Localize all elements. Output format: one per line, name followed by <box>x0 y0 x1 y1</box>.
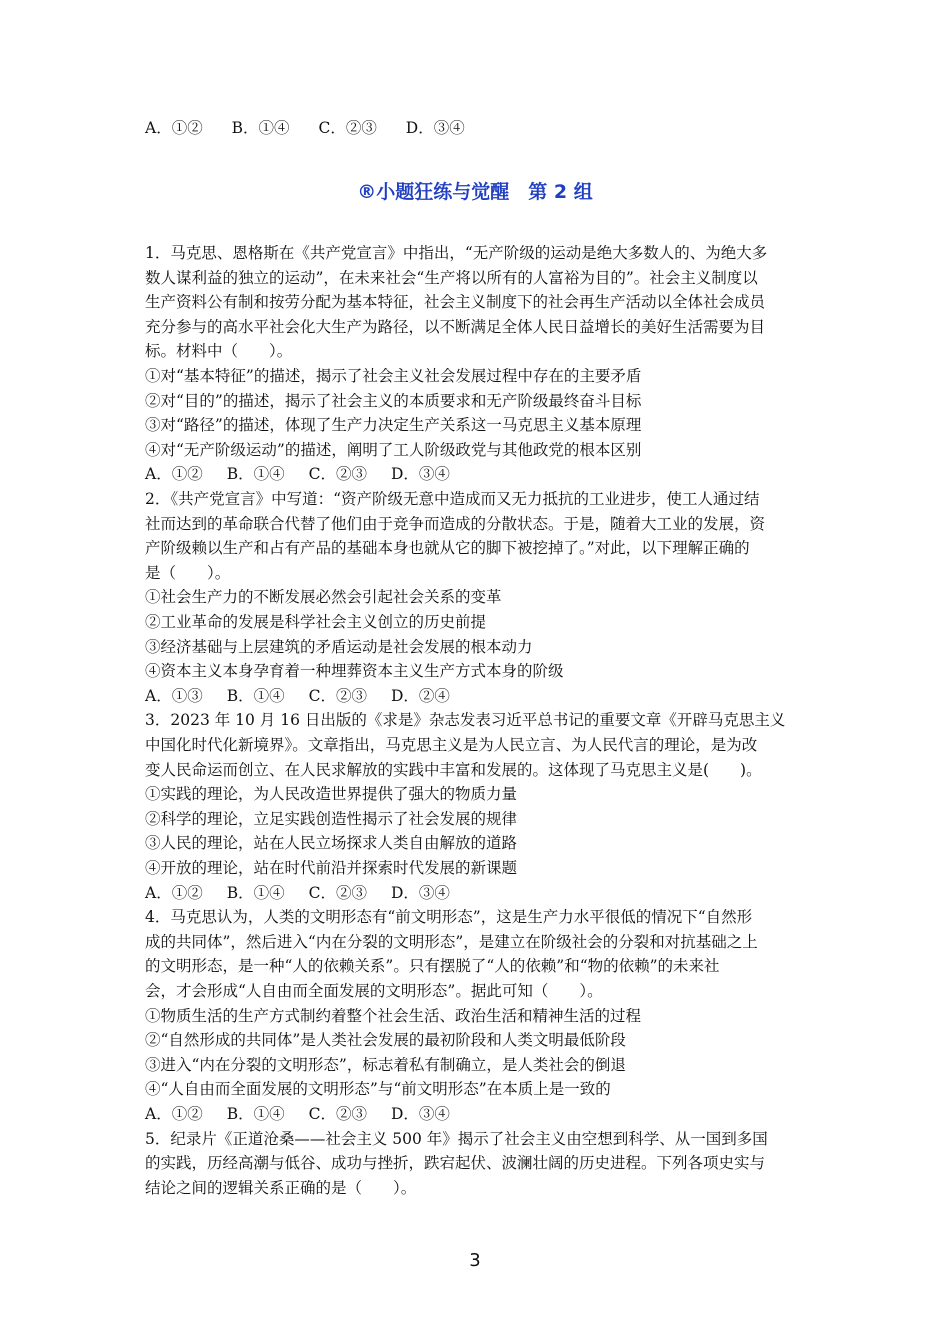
question-1-options <box>145 464 474 484</box>
question-1-stem-line: 生产资料公有制和按劳分配为基本特征，社会主义制度下的社会再生产活动以全体社会成员 <box>145 293 766 312</box>
question-4-statement: ②“自然形成的共同体”是人类社会发展的最初阶段和人类文明最低阶段 <box>145 1031 626 1050</box>
question-3-statement: ②科学的理论，立足实践创造性揭示了社会发展的规律 <box>145 809 518 828</box>
question-3-option-a: A．①② <box>145 883 203 902</box>
page-number: 3 <box>469 1250 481 1271</box>
question-4-statement: ④“人自由而全面发展的文明形态”与“前文明形态”在本质上是一致的 <box>145 1080 611 1099</box>
question-4-option-c: C．②③ <box>308 1105 367 1123</box>
question-1-option-a: A．①② <box>145 465 203 484</box>
question-1-option-d: D．③④ <box>390 465 450 484</box>
question-3-stem-line: 中国化时代化新境界》。文章指出，马克思主义是为人民立言、为人民代言的理论，是为改 <box>145 736 758 754</box>
question-2-option-d: D．②④ <box>390 686 450 705</box>
option-d: D．③④ <box>405 119 465 137</box>
top-options-row <box>145 118 489 138</box>
question-5-stem-line: 5．纪录片《正道沧桑——社会主义 500 年》揭示了社会主义由空想到科学、从一国到多国 <box>145 1129 768 1148</box>
question-3-statement: ①实践的理论，为人民改造世界提供了强大的物质力量 <box>145 785 518 804</box>
question-2-statement: ③经济基础与上层建筑的矛盾运动是社会发展的根本动力 <box>145 637 533 656</box>
question-1-statement: ②对“目的”的描述，揭示了社会主义的本质要求和无产阶级最终奋斗目标 <box>145 391 642 410</box>
question-3-statement: ④开放的理论，站在时代前沿并探索时代发展的新课题 <box>145 859 518 877</box>
question-2-option-b: B．①④ <box>226 686 285 705</box>
question-2-statement: ①社会生产力的不断发展必然会引起社会关系的变革 <box>145 588 502 607</box>
section-title: ®小题狂练与觉醒 第 2 组 <box>357 181 593 203</box>
question-1-statement: ④对“无产阶级运动”的描述，阐明了工人阶级政党与其他政党的根本区别 <box>145 440 642 459</box>
question-1-stem-line: 充分参与的高水平社会化大生产为路径，以不断满足全体人民日益增长的美好生活需要为目 <box>145 317 766 336</box>
question-5-stem-line: 的实践，历经高潮与低谷、成功与挫折，跌宕起伏、波澜壮阔的历史进程。下列各项史实与 <box>145 1154 766 1173</box>
question-2-stem-line: 产阶级赖以生产和占有产品的基础本身也就从它的脚下被挖掉了。”对此，以下理解正确的 <box>145 539 750 558</box>
question-2-stem-line: 社而达到的革命联合代替了他们由于竞争而造成的分散状态。于是，随着大工业的发展，资 <box>145 514 766 533</box>
question-2-stem-line: 是（ ）。 <box>145 563 231 582</box>
question-4-statement: ①物质生活的生产方式制约着整个社会生活、政治生活和精神生活的过程 <box>145 1006 642 1025</box>
question-2-option-a: A．①③ <box>145 686 203 705</box>
question-3-options <box>145 883 474 903</box>
question-4-options <box>145 1104 474 1124</box>
question-3-option-c: C．②③ <box>308 883 367 902</box>
question-2-stem-line: 2．《共产党宣言》中写道：“资产阶级无意中造成而又无力抵抗的工业进步，使工人通过结 <box>145 490 760 508</box>
question-2-option-c: C．②③ <box>308 686 367 705</box>
question-2-statement: ④资本主义本身孕育着一种埋葬资本主义生产方式本身的阶级 <box>145 662 564 681</box>
question-1-stem-line: 数人谋利益的独立的运动”，在未来社会“生产将以所有的人富裕为目的”。社会主义制度以 <box>145 268 758 287</box>
option-c: C．②③ <box>318 119 377 137</box>
question-3-option-b: B．①④ <box>226 883 285 902</box>
question-4-option-a: A．①② <box>145 1105 203 1123</box>
question-1-stem-line: 标。材料中（ ）。 <box>145 342 293 361</box>
question-3-stem-line: 变人民命运而创立、在人民求解放的实践中丰富和发展的。这体现了马克思主义是( )。 <box>145 760 762 779</box>
question-4-stem-line: 成的共同体”，然后进入“内在分裂的文明形态”，是建立在阶级社会的分裂和对抗基础之上 <box>145 932 758 951</box>
option-a: A．①② <box>145 119 203 137</box>
question-4-stem-line: 4．马克思认为，人类的文明形态有“前文明形态”，这是生产力水平很低的情况下“自然形 <box>145 908 753 927</box>
question-5-stem-line: 结论之间的逻辑关系正确的是（ ）。 <box>145 1178 417 1197</box>
question-3-option-d: D．③④ <box>390 883 450 902</box>
question-1-option-b: B．①④ <box>226 465 285 484</box>
question-4-option-d: D．③④ <box>390 1105 450 1123</box>
question-1-statement: ①对“基本特征”的描述，揭示了社会主义社会发展过程中存在的主要矛盾 <box>145 367 642 385</box>
question-3-statement: ③人民的理论，站在人民立场探求人类自由解放的道路 <box>145 834 518 853</box>
question-4-stem-line: 的文明形态，是一种“人的依赖关系”。只有摆脱了“人的依赖”和“物的依赖”的未来社 <box>145 957 720 976</box>
question-4-stem-line: 会，才会形成“人自由而全面发展的文明形态”。据此可知（ ）。 <box>145 982 603 1000</box>
question-3-stem-line: 3．2023 年 10 月 16 日出版的《求是》杂志发表习近平总书记的重要文章《开辟马克思主义 <box>145 711 786 730</box>
question-4-statement: ③进入“内在分裂的文明形态”，标志着私有制确立，是人类社会的倒退 <box>145 1055 626 1074</box>
question-2-options <box>145 686 474 706</box>
option-b: B．①④ <box>231 119 290 137</box>
question-1-stem-line: 1．马克思、恩格斯在《共产党宣言》中指出，“无产阶级的运动是绝大多数人的、为绝大多 <box>145 244 768 262</box>
question-1-statement: ③对“路径”的描述，体现了生产力决定生产关系这一马克思主义基本原理 <box>145 416 642 435</box>
question-1-option-c: C．②③ <box>308 465 367 484</box>
question-4-option-b: B．①④ <box>226 1105 285 1123</box>
question-2-statement: ②工业革命的发展是科学社会主义创立的历史前提 <box>145 613 487 631</box>
